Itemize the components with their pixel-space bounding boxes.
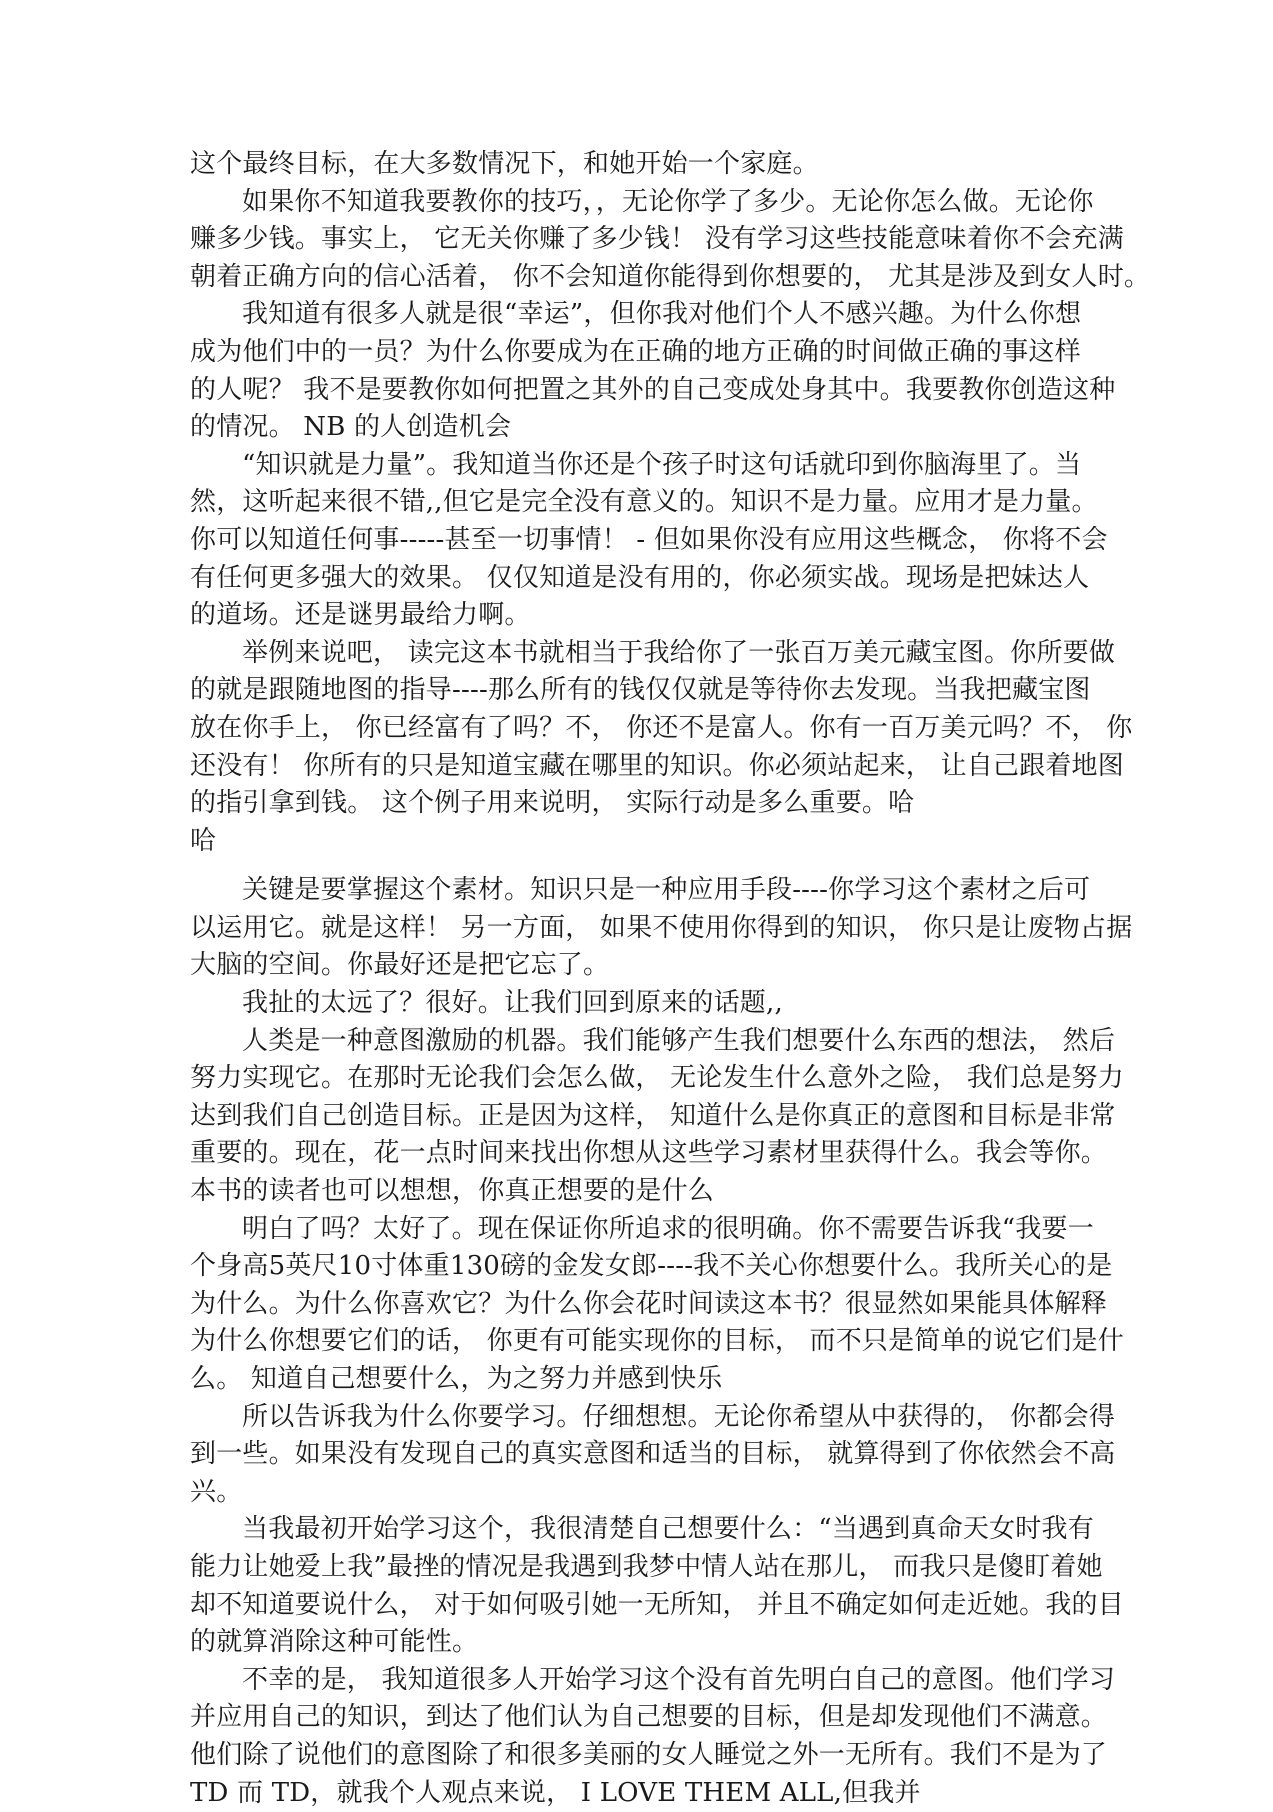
text-line: 这个最终目标，在大多数情况下，和她开始一个家庭。: [190, 149, 819, 179]
text-line: 你可以知道任何事-----甚至一切事情！ - 但如果你没有应用这些概念， 你将不会: [190, 524, 1108, 555]
text-line: 还没有！ 你所有的只是知道宝藏在哪里的知识。你必须站起来， 让自己跟着地图: [190, 750, 1124, 781]
text-line: 他们除了说他们的意图除了和很多美丽的女人睡觉之外一无所有。我们不是为了: [190, 1739, 1108, 1770]
text-line: “知识就是力量”。我知道当你还是个孩子时这句话就印到你脑海里了。当: [242, 449, 1082, 480]
text-line: 然，这听起来很不错,,但它是完全没有意义的。知识不是力量。应用才是力量。: [190, 487, 1098, 518]
text-line: TD 而 TD，就我个人观点来说， I LOVE THEM ALL,但我并: [190, 1777, 921, 1808]
text-line: 不幸的是， 我知道很多人开始学习这个没有首先明白自己的意图。他们学习: [242, 1664, 1116, 1695]
text-line: 以运用它。就是这样！ 另一方面， 如果不使用你得到的知识， 你只是让废物占据: [190, 912, 1133, 943]
text-line: 哈: [190, 825, 217, 856]
text-line: 的人呢？ 我不是要教你如何把置之其外的自己变成处身其中。我要教你创造这种: [190, 374, 1116, 405]
text-line: 明白了吗？太好了。现在保证你所追求的很明确。你不需要告诉我“我要一: [242, 1213, 1094, 1244]
text-line: 个身高5英尺10寸体重130磅的金发女郎----我不关心你想要什么。我所关心的是: [190, 1251, 1113, 1282]
text-line: 为什么你想要它们的话， 你更有可能实现你的目标， 而不只是简单的说它们是什: [190, 1326, 1124, 1357]
text-line: 大脑的空间。你最好还是把它忘了。: [190, 950, 610, 981]
text-line: 我扯的太远了？很好。让我们回到原来的话题,,: [242, 988, 783, 1019]
text-line: 关键是要掌握这个素材。知识只是一种应用手段----你学习这个素材之后可: [242, 875, 1091, 906]
text-line: 的情况。 NB 的人创造机会: [190, 412, 512, 443]
text-line: 为什么。为什么你喜欢它？为什么你会花时间读这本书？很显然如果能具体解释: [190, 1288, 1108, 1319]
document-body: [190, 146, 1151, 1812]
text-line: 举例来说吧， 读完这本书就相当于我给你了一张百万美元藏宝图。你所要做: [242, 637, 1116, 668]
text-line: 的就算消除这种可能性。: [190, 1627, 479, 1658]
text-line: 的道场。还是谜男最给力啊。: [190, 600, 531, 631]
text-line: 如果你不知道我要教你的技巧，，无论你学了多少。无论你怎么做。无论你: [242, 186, 1094, 217]
text-line: 重要的。现在，花一点时间来找出你想从这些学习素材里获得什么。我会等你。: [190, 1138, 1108, 1169]
text-line: 当我最初开始学习这个，我很清楚自己想要什么：“当遇到真命天女时我有: [242, 1514, 1094, 1545]
text-line: 达到我们自己创造目标。正是因为这样， 知道什么是你真正的意图和目标是非常: [190, 1100, 1116, 1131]
text-line: 本书的读者也可以想想，你真正想要的是什么: [190, 1176, 715, 1207]
text-line: 有任何更多强大的效果。 仅仅知道是没有用的，你必须实战。现场是把妹达人: [190, 562, 1090, 593]
text-line: 人类是一种意图激励的机器。我们能够产生我们想要什么东西的想法， 然后: [242, 1025, 1116, 1056]
text-line: 赚多少钱。事实上， 它无关你赚了多少钱！ 没有学习这些技能意味着你不会充满: [190, 224, 1124, 255]
text-line: 么。 知道自己想要什么，为之努力并感到快乐: [190, 1364, 723, 1394]
text-line: 的指引拿到钱。 这个例子用来说明， 实际行动是多么重要。哈: [190, 788, 915, 819]
text-line: 能力让她爱上我”最挫的情况是我遇到我梦中情人站在那儿， 而我只是傻盯着她: [190, 1551, 1103, 1582]
text-line: 我知道有很多人就是很“幸运”，但你我对他们个人不感兴趣。为什么你想: [242, 299, 1082, 330]
paragraph-gap: [190, 860, 1080, 872]
text-line: 努力实现它。在那时无论我们会怎么做， 无论发生什么意外之险， 我们总是努力: [190, 1063, 1124, 1094]
text-line: 兴。: [190, 1476, 243, 1507]
text-line: 却不知道要说什么， 对于如何吸引她一无所知， 并且不确定如何走近她。我的目: [190, 1589, 1124, 1620]
text-line: 放在你手上， 你已经富有了吗？不， 你还不是富人。你有一百万美元吗？不， 你: [190, 712, 1133, 743]
text-line: 成为他们中的一员？为什么你要成为在正确的地方正确的时间做正确的事这样: [190, 336, 1081, 367]
text-line: 朝着正确方向的信心活着， 你不会知道你能得到你想要的， 尤其是涉及到女人时。: [190, 261, 1151, 292]
text-line: 的就是跟随地图的指导----那么所有的钱仅仅就是等待你去发现。当我把藏宝图: [190, 675, 1091, 706]
text-line: 并应用自己的知识，到达了他们认为自己想要的目标，但是却发现他们不满意。: [190, 1702, 1108, 1733]
text-line: 到一些。如果没有发现自己的真实意图和适当的目标， 就算得到了你依然会不高: [190, 1439, 1116, 1470]
text-line: 所以告诉我为什么你要学习。仔细想想。无论你希望从中获得的， 你都会得: [242, 1401, 1116, 1432]
